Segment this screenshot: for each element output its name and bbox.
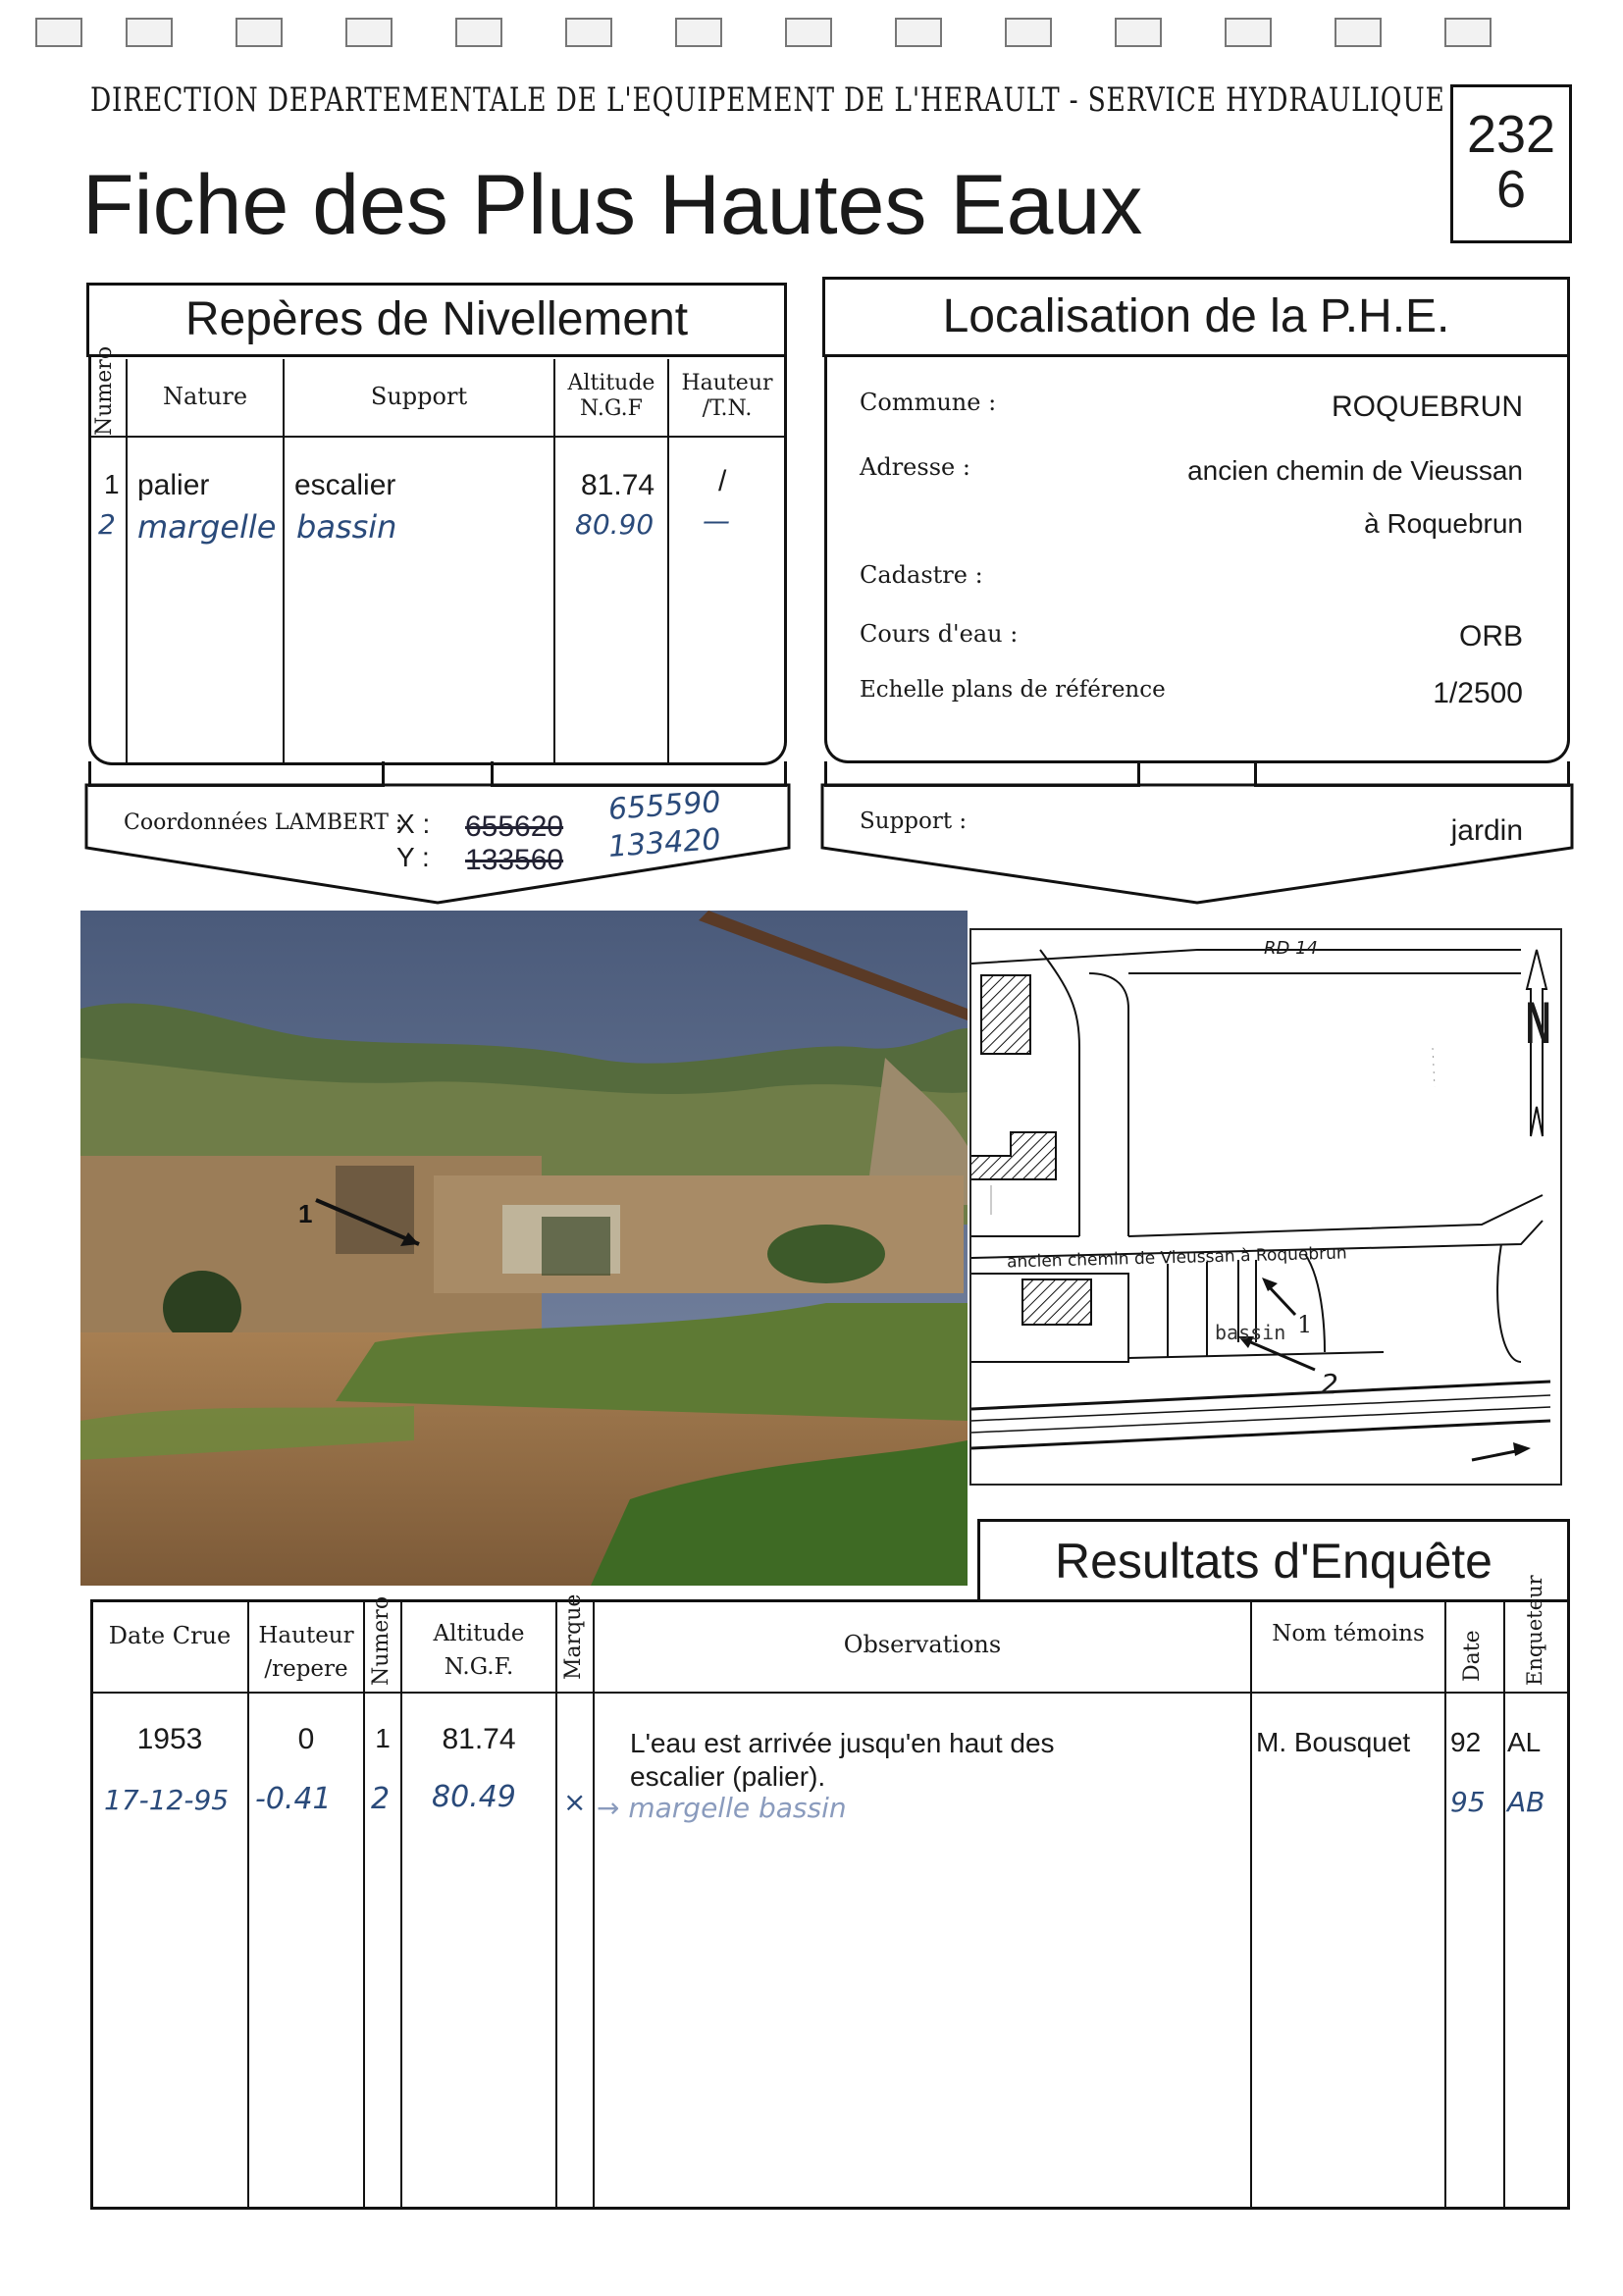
page-title: Fiche des Plus Hautes Eaux [82, 158, 1143, 252]
perforation [126, 18, 173, 47]
perforation [236, 18, 283, 47]
reperes-row1-altitude: 81.74 [581, 469, 655, 501]
resultats-row1-temoins: M. Bousquet [1256, 1727, 1411, 1757]
site-map [969, 928, 1562, 1486]
cadastre-label: Cadastre : [860, 561, 983, 589]
perforation [895, 18, 942, 47]
perforation [1225, 18, 1272, 47]
reperes-row2-hauteur: — [703, 504, 730, 537]
divider [555, 1599, 557, 2210]
divider [283, 359, 285, 763]
resultats-row2-observations: → margelle bassin [597, 1792, 847, 1824]
reperes-row1-support: escalier [294, 469, 396, 501]
resultats-row2-hauteur: -0.41 [255, 1782, 332, 1816]
header-direction: DIRECTION DEPARTEMENTALE DE L'EQUIPEMENT DE L'HERAULT - SERVICE HYDRAULIQUE [90, 80, 1445, 120]
reference-number: 232 [1466, 105, 1556, 164]
reperes-row1-nature: palier [137, 469, 210, 501]
map-bassin-label: bassin [1215, 1321, 1286, 1344]
resultats-row1-date: 1953 [136, 1723, 203, 1755]
localisation-title: Localisation de la P.H.E. [942, 290, 1450, 342]
col-enqueteur: Enqueteur [1523, 1575, 1546, 1686]
col-support: Support [370, 383, 468, 410]
resultats-row1-numero: 1 [375, 1723, 391, 1753]
echelle-label: Echelle plans de référence [860, 677, 1166, 703]
divider [400, 1599, 402, 2210]
cours-value: ORB [1458, 620, 1523, 652]
col-date: Date [1460, 1630, 1485, 1682]
reperes-row2-altitude: 80.90 [575, 508, 654, 541]
x-old-value: 655620 [465, 810, 564, 843]
divider [363, 1599, 365, 2210]
map-road-label: RD 14 [1264, 938, 1318, 959]
perforation [785, 18, 832, 47]
divider [126, 359, 128, 763]
reperes-title: Repères de Nivellement [184, 293, 689, 345]
perforation [1335, 18, 1382, 47]
col-observations: Observations [843, 1631, 1002, 1658]
col-numero: Numero [92, 345, 117, 436]
adresse-line1: ancien chemin de Vieussan [1187, 455, 1523, 486]
x-label: X : [396, 809, 431, 839]
reperes-title-box [86, 283, 787, 357]
col-temoins: Nom témoins [1272, 1621, 1425, 1646]
reperes-row1-hauteur: / [718, 465, 727, 497]
y-new-value: 133420 [606, 822, 722, 864]
reperes-row2-numero: 2 [98, 508, 116, 541]
perforation [455, 18, 502, 47]
localisation-title-box [822, 277, 1570, 357]
col-nature: Nature [162, 383, 248, 410]
map-marker-2: 2 [1321, 1368, 1338, 1400]
resultats-row2-date: 17-12-95 [104, 1784, 230, 1816]
perforation [1005, 18, 1052, 47]
resultats-row1-altitude: 81.74 [442, 1723, 516, 1755]
divider [1444, 1599, 1446, 2210]
resultats-title-box [977, 1519, 1570, 1599]
commune-value: ROQUEBRUN [1331, 391, 1523, 423]
perforation [1115, 18, 1162, 47]
col-date-crue: Date Crue [108, 1622, 232, 1649]
reperes-row2-nature: margelle [137, 508, 277, 546]
coordonnees-label: Coordonnées LAMBERT : [124, 810, 403, 835]
col-altitude: Altitude N.G.F [567, 371, 655, 421]
reference-sub: 6 [1495, 160, 1527, 219]
y-label: Y : [396, 842, 430, 872]
map-street-label: ancien chemin de Vieussan à Roquebrun [1006, 1243, 1347, 1273]
resultats-row2-altitude: 80.49 [432, 1780, 516, 1814]
divider [88, 436, 787, 438]
col-hauteur: Hauteur /T.N. [681, 371, 773, 421]
perforation [1444, 18, 1492, 47]
divider [1250, 1599, 1252, 2210]
resultats-row1-date-enquete: 92 [1450, 1727, 1482, 1757]
cours-label: Cours d'eau : [860, 620, 1019, 648]
perforation [675, 18, 722, 47]
col-marque: Marque [561, 1593, 586, 1680]
support-value: jardin [1450, 814, 1523, 847]
resultats-row2-numero: 2 [371, 1782, 391, 1816]
resultats-row1-hauteur: 0 [297, 1723, 315, 1755]
map-north-label: N [1525, 990, 1551, 1056]
perforation [345, 18, 393, 47]
y-old-value: 133560 [465, 844, 564, 876]
adresse-line2: à Roquebrun [1364, 508, 1523, 539]
reference-box [1450, 84, 1572, 243]
site-map-drawing [971, 930, 1560, 1484]
perforation [565, 18, 612, 47]
resultats-row1-observations: L'eau est arrivée jusqu'en haut des escalier (palier). [630, 1728, 1055, 1792]
adresse-label: Adresse : [860, 453, 970, 481]
resultats-row1-enqueteur: AL [1507, 1727, 1542, 1757]
reperes-row2-support: bassin [296, 508, 397, 546]
resultats-title: Resultats d'Enquête [1055, 1534, 1492, 1589]
divider [247, 1599, 249, 2210]
perforation [35, 18, 82, 47]
resultats-row2-enqueteur: AB [1507, 1786, 1545, 1818]
site-photo-drawing [80, 911, 968, 1586]
divider [593, 1599, 595, 2210]
reperes-row1-numero: 1 [104, 469, 120, 499]
site-photo [80, 911, 968, 1586]
divider [1503, 1599, 1505, 2210]
photo-marker: 1 [298, 1199, 313, 1228]
col-altitude: Altitude N.G.F. [433, 1621, 525, 1680]
resultats-row2-date-enquete: 95 [1450, 1786, 1486, 1818]
resultats-row2-marque: × [563, 1786, 587, 1818]
divider [90, 1692, 1570, 1694]
col-hauteur-repere: Hauteur /repere [258, 1623, 354, 1682]
commune-label: Commune : [860, 389, 997, 416]
col-numero: Numero [369, 1595, 393, 1686]
x-new-value: 655590 [606, 785, 722, 827]
echelle-value: 1/2500 [1433, 677, 1523, 709]
map-marker-1: 1 [1297, 1311, 1313, 1338]
support-label: Support : [860, 809, 968, 834]
